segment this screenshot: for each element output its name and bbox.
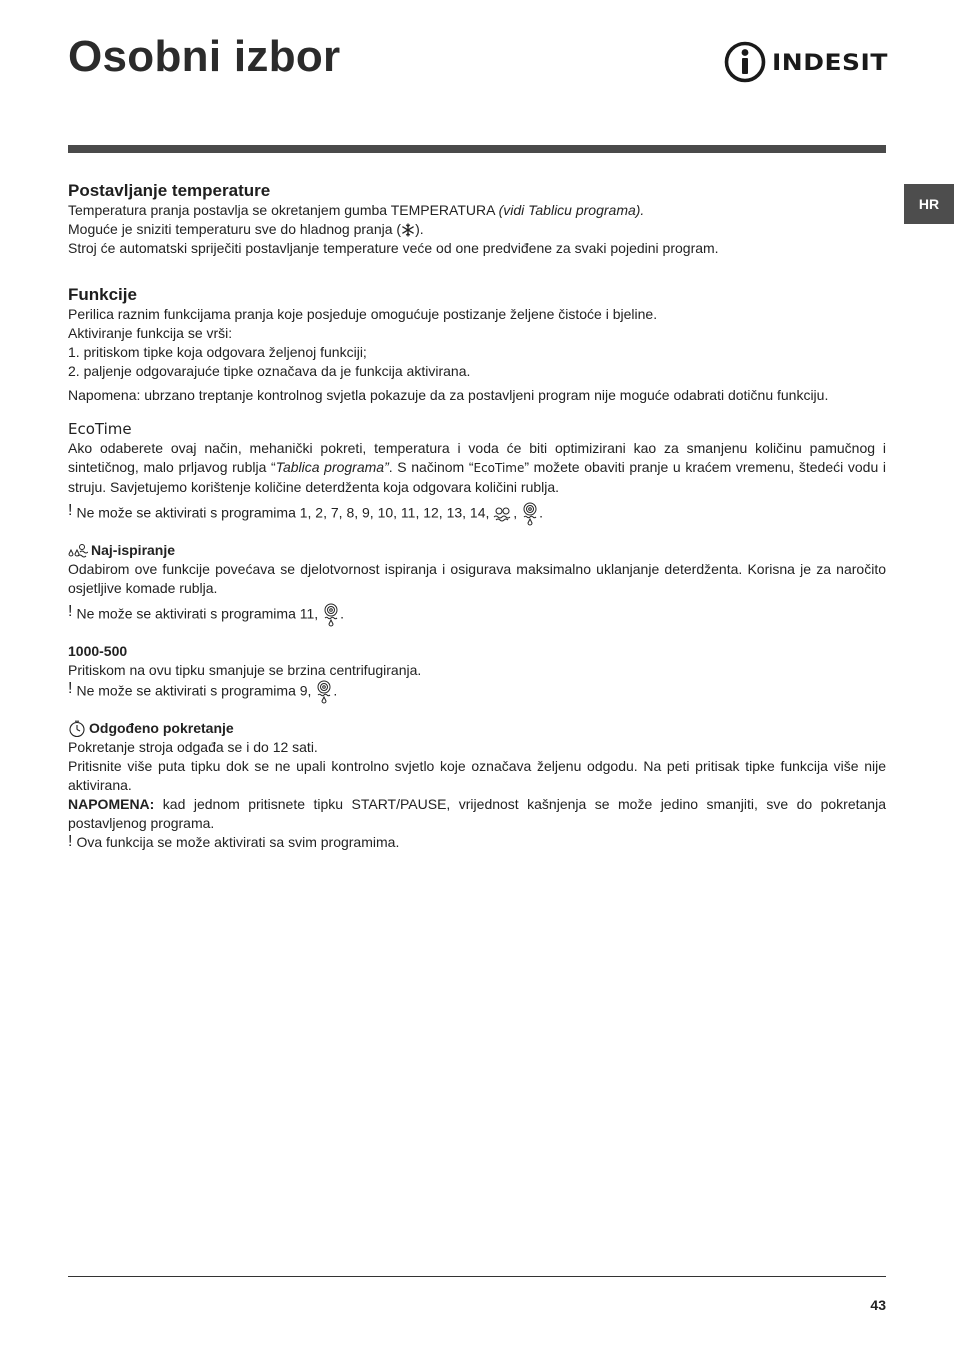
functions-intro-2: Aktiviranje funkcija se vrši: — [68, 325, 233, 341]
functions-step-2: 2. paljenje odgovarajuće tipke označava da je funkcija aktivirana. — [68, 363, 471, 379]
temperature-line-3: Stroj će automatski spriječiti postavljanje temperature veće od one predviđene za svaki pojedini program. — [68, 240, 719, 256]
header-rule — [68, 145, 886, 153]
temperature-heading: Postavljanje temperature — [68, 181, 271, 200]
ecotime-inline-label: EcoTime — [473, 461, 525, 475]
spin-heading: 1000-500 — [68, 643, 128, 659]
rinse-heading: Naj-ispiranje — [68, 541, 886, 560]
spin-text: Pritiskom na ovu tipku smanjuje se brzina centrifugiranja. — [68, 662, 422, 678]
ecotime-heading: EcoTime — [68, 420, 132, 438]
spin-drain-icon — [315, 680, 333, 704]
temperature-line-2: Moguće je sniziti temperaturu sve do hladnog pranja ( ). — [68, 221, 424, 237]
functions-intro-1: Perilica raznim funkcijama pranja koje posjeduje omogućuje postizanje željene čistoće i bjeline. — [68, 306, 658, 322]
warning-mark: ! — [68, 502, 73, 519]
brand-logo — [724, 40, 888, 84]
ecotime-warning: ! Ne može se aktivirati s programima 1, 2, 7, 8, 9, 10, 11, 12, 13, 14, , . — [68, 502, 886, 526]
snowflake-icon — [401, 223, 415, 237]
delay-warning: ! Ova funkcija se može aktivirati sa svim programima. — [68, 833, 400, 850]
rinse-warning: ! Ne može se aktivirati s programima 11, . — [68, 603, 886, 627]
language-tab: HR — [904, 184, 954, 224]
functions-step-1: 1. pritiskom tipke koja odgovara željenoj funkciji; — [68, 344, 367, 360]
timer-icon — [68, 720, 86, 738]
functions-heading: Funkcije — [68, 285, 137, 304]
spin-drain-icon — [322, 603, 340, 627]
delay-text-1: Pokretanje stroja odgađa se i do 12 sati. — [68, 739, 318, 755]
delay-heading: Odgođeno pokretanje — [68, 719, 886, 738]
main-content — [68, 180, 886, 852]
extra-rinse-icon — [68, 543, 88, 559]
brand-name: INDESIT — [772, 48, 888, 76]
footer-rule — [68, 1276, 886, 1277]
ecotime-text: Ako odaberete ovaj način, mehanički pokreti, temperatura i voda će biti optimizirani kao za smanjenu količinu pamučnog i sintetičnog, malo prljavog rublja “Tablica programa”. S načinom “EcoTime” možete obaviti pranje u kraćem vremenu, štedeći vodu i struju. Savjetujemo korištenje količine deterdženta koja odgovara količini rublja. — [68, 440, 886, 495]
delay-note: NAPOMENA: kad jednom pritisnete tipku START/PAUSE, vrijednost kašnjenja se može jedino smanjiti, sve do pokretanja postavljenog programa. — [68, 796, 886, 831]
temperature-line-1: Temperatura pranja postavlja se okretanjem gumba TEMPERATURA (vidi Tablicu programa). — [68, 202, 645, 218]
spin-warning: ! Ne može se aktivirati s programima 9, . — [68, 680, 886, 704]
page-number: 43 — [870, 1297, 886, 1313]
warning-mark: ! — [68, 603, 73, 620]
i-circle-logo-icon — [724, 41, 766, 83]
wool-icon — [493, 506, 513, 522]
delay-note-label: NAPOMENA: — [68, 796, 155, 812]
program-table-ref: (vidi Tablicu programa). — [498, 202, 645, 218]
page-title: Osobni izbor — [68, 32, 341, 81]
delay-text-2: Pritisnite više puta tipku dok se ne upali kontrolno svjetlo koje označava željenu odgodu. Na peti pritisak tipke funkcija više nije aktivirana. — [68, 758, 886, 793]
warning-mark: ! — [68, 833, 73, 850]
functions-note: Napomena: ubrzano treptanje kontrolnog svjetla pokazuje da za postavljeni program nije moguće odabrati dotičnu funkciju. — [68, 387, 829, 403]
warning-mark: ! — [68, 680, 73, 697]
rinse-text: Odabirom ove funkcije povećava se djelotvornost ispiranja i osigurava maksimalno uklanjanje deterdženta. Korisna je za naročito osjetljive komade rublja. — [68, 561, 886, 596]
spin-drain-icon — [521, 502, 539, 526]
